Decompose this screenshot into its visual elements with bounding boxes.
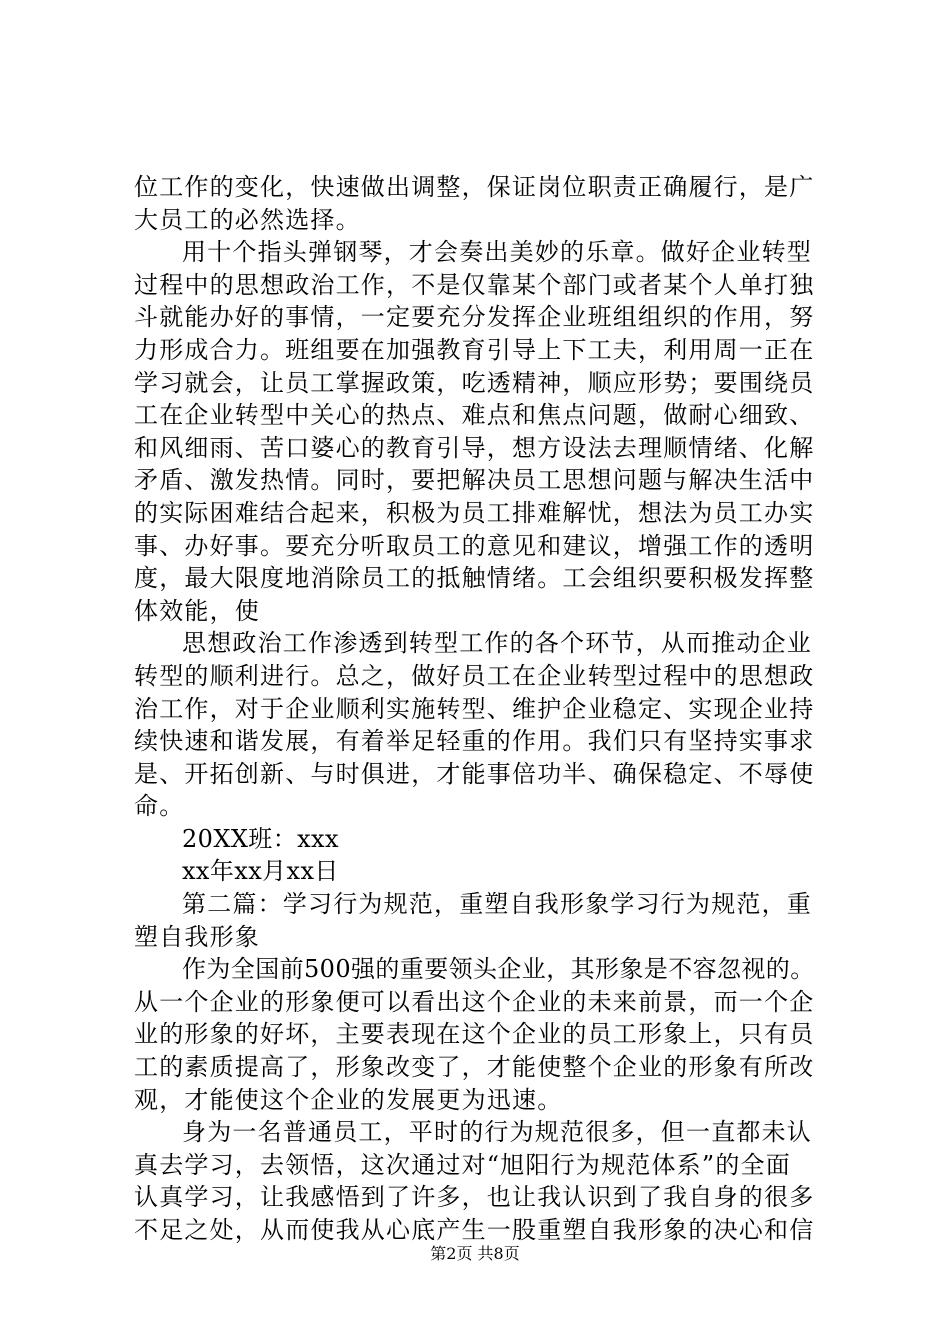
text-line: 不足之处，从而使我从心底产生一股重塑自我形象的决心和信	[134, 1216, 815, 1244]
text-line: 工的素质提高了，形象改变了，才能使整个企业的形象有所改	[134, 1053, 815, 1082]
text-line: 位工作的变化，快速做出调整，保证岗位职责正确履行，是广	[134, 173, 815, 201]
text-line: 和风细雨、苦口婆心的教育引导，想方设法去理顺情绪、化解	[134, 433, 815, 462]
document-body	[134, 171, 834, 1247]
text-line: 力形成合力。班组要在加强教育引导上下工夫，利用周一正在	[134, 335, 815, 364]
signature-date: xx年xx月xx日	[182, 857, 339, 886]
section-heading-continued: 塑自我形象	[134, 922, 260, 951]
signature-class: 20XX班：xxx	[182, 824, 339, 853]
text-line: 体效能，使	[134, 596, 260, 625]
text-line: 矛盾、激发热情。同时，要把解决员工思想问题与解决生活中	[134, 466, 815, 495]
text-line: 身为一名普通员工，平时的行为规范很多，但一直都未认	[182, 1118, 812, 1147]
text-line: 认真学习，让我感悟到了许多，也让我认识到了我自身的很多	[134, 1183, 815, 1212]
text-line: 大员工的必然选择。	[134, 205, 361, 234]
text-line: 学习就会，让员工掌握政策，吃透精神，顺应形势；要围绕员	[134, 368, 815, 397]
text-line: 工在企业转型中关心的热点、难点和焦点问题，做耐心细致、	[134, 401, 815, 430]
text-line: 斗就能办好的事情，一定要充分发挥企业班组组织的作用，努	[134, 303, 815, 332]
text-line: 业的形象的好坏，主要表现在这个企业的员工形象上，只有员	[134, 1020, 815, 1049]
text-line: 观，才能使这个企业的发展更为迅速。	[134, 1085, 563, 1114]
text-line: 过程中的思想政治工作，不是仅靠某个部门或者某个人单打独	[134, 270, 815, 299]
page-number-footer: 第2页 共8页	[430, 1244, 520, 1263]
text-line: 真去学习，去领悟，这次通过对“旭阳行为规范体系”的全面	[134, 1150, 791, 1179]
text-line: 的实际困难结合起来，积极为员工排难解忧，想法为员工办实	[134, 498, 815, 527]
text-line: 从一个企业的形象便可以看出这个企业的未来前景，而一个企	[134, 987, 815, 1016]
text-line: 度，最大限度地消除员工的抵触情绪。工会组织要积极发挥整	[134, 564, 815, 593]
text-line: 治工作，对于企业顺利实施转型、维护企业稳定、实现企业持	[134, 694, 815, 723]
text-line: 续快速和谐发展，有着举足轻重的作用。我们只有坚持实事求	[134, 727, 815, 756]
text-line: 事、办好事。要充分听取员工的意见和建议，增强工作的透明	[134, 531, 815, 560]
text-line: 用十个指头弹钢琴，才会奏出美妙的乐章。做好企业转型	[182, 238, 812, 267]
text-line: 转型的顺利进行。总之，做好员工在企业转型过程中的思想政	[134, 661, 815, 690]
text-line: 作为全国前500强的重要领头企业，其形象是不容忽视的。	[182, 955, 815, 984]
text-line: 思想政治工作渗透到转型工作的各个环节，从而推动企业	[182, 629, 812, 658]
section-heading: 第二篇：学习行为规范，重塑自我形象学习行为规范，重	[182, 890, 812, 919]
text-line: 命。	[134, 792, 185, 821]
text-line: 是、开拓创新、与时俱进，才能事倍功半、确保稳定、不辱使	[134, 759, 815, 788]
